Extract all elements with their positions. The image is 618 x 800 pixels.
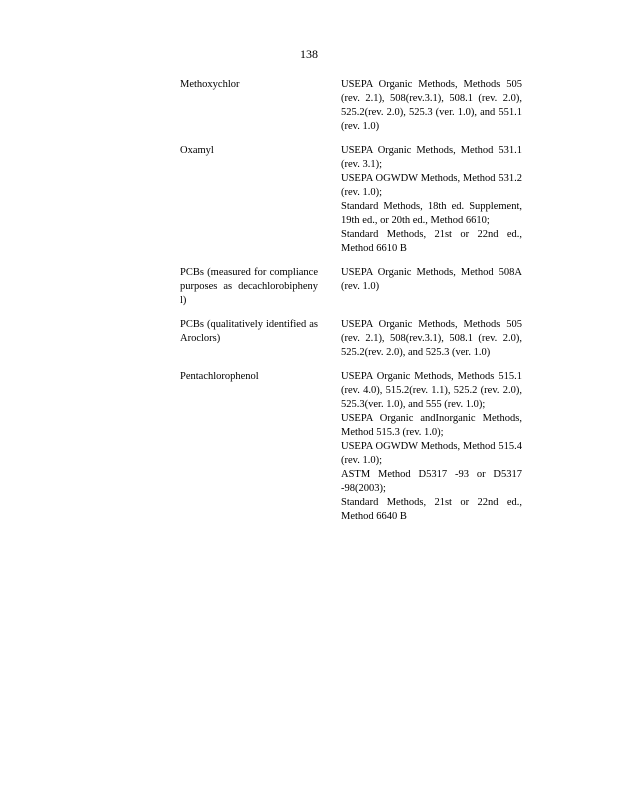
method-entry: USEPA Organic Methods, Method 508A (rev. 1.0) — [341, 267, 522, 292]
table-row — [180, 144, 525, 256]
method-entry: USEPA Organic Methods, Methods 515.1 (rev. 4.0), 515.2(rev. 1.1), 525.2 (rev. 2.0), 525.3(ver. 1.0), and 555 (rev. 1.0); — [341, 371, 522, 410]
method-list — [341, 266, 522, 308]
method-entry: USEPA OGWDW Methods, Method 531.2 (rev. 1.0); — [341, 173, 522, 198]
analyte-name: Pentachlorophenol — [180, 371, 259, 382]
analyte-name: PCBs (qualitatively identified as Aroclors) — [180, 319, 318, 344]
method-entry: Standard Methods, 21st or 22nd ed., Method 6640 B — [341, 497, 522, 522]
page-number: 138 — [300, 47, 318, 61]
table-row — [180, 266, 525, 308]
method-entry: USEPA OGWDW Methods, Method 515.4 (rev. 1.0); — [341, 441, 522, 466]
method-list — [341, 78, 522, 134]
method-entry: USEPA Organic Methods, Methods 505 (rev. 2.1), 508(rev.3.1), 508.1 (rev. 2.0), 525.2(rev. 2.0), 525.3 (ver. 1.0), and 551.1 (rev. 1.0) — [341, 79, 522, 132]
method-entry: Standard Methods, 18th ed. Supplement, 19th ed., or 20th ed., Method 6610; — [341, 201, 522, 226]
method-list — [341, 144, 522, 256]
method-entry: ASTM Method D5317 -93 or D5317 -98(2003); — [341, 469, 522, 494]
analyte-name: Oxamyl — [180, 145, 214, 156]
method-entry: Standard Methods, 21st or 22nd ed., Method 6610 B — [341, 229, 522, 254]
method-list — [341, 370, 522, 524]
analyte-name: PCBs (measured for compliance purposes as decachlorobipheny l) — [180, 267, 318, 306]
table-row — [180, 78, 525, 134]
analyte-name: Methoxychlor — [180, 79, 240, 90]
methods-table — [180, 78, 525, 534]
method-entry: USEPA Organic andInorganic Methods, Method 515.3 (rev. 1.0); — [341, 413, 522, 438]
method-entry: USEPA Organic Methods, Method 531.1 (rev. 3.1); — [341, 145, 522, 170]
table-row — [180, 318, 525, 360]
method-list — [341, 318, 522, 360]
table-row — [180, 370, 525, 524]
method-entry: USEPA Organic Methods, Methods 505 (rev. 2.1), 508(rev.3.1), 508.1 (rev. 2.0), 525.2(rev. 2.0), and 525.3 (ver. 1.0) — [341, 319, 522, 358]
